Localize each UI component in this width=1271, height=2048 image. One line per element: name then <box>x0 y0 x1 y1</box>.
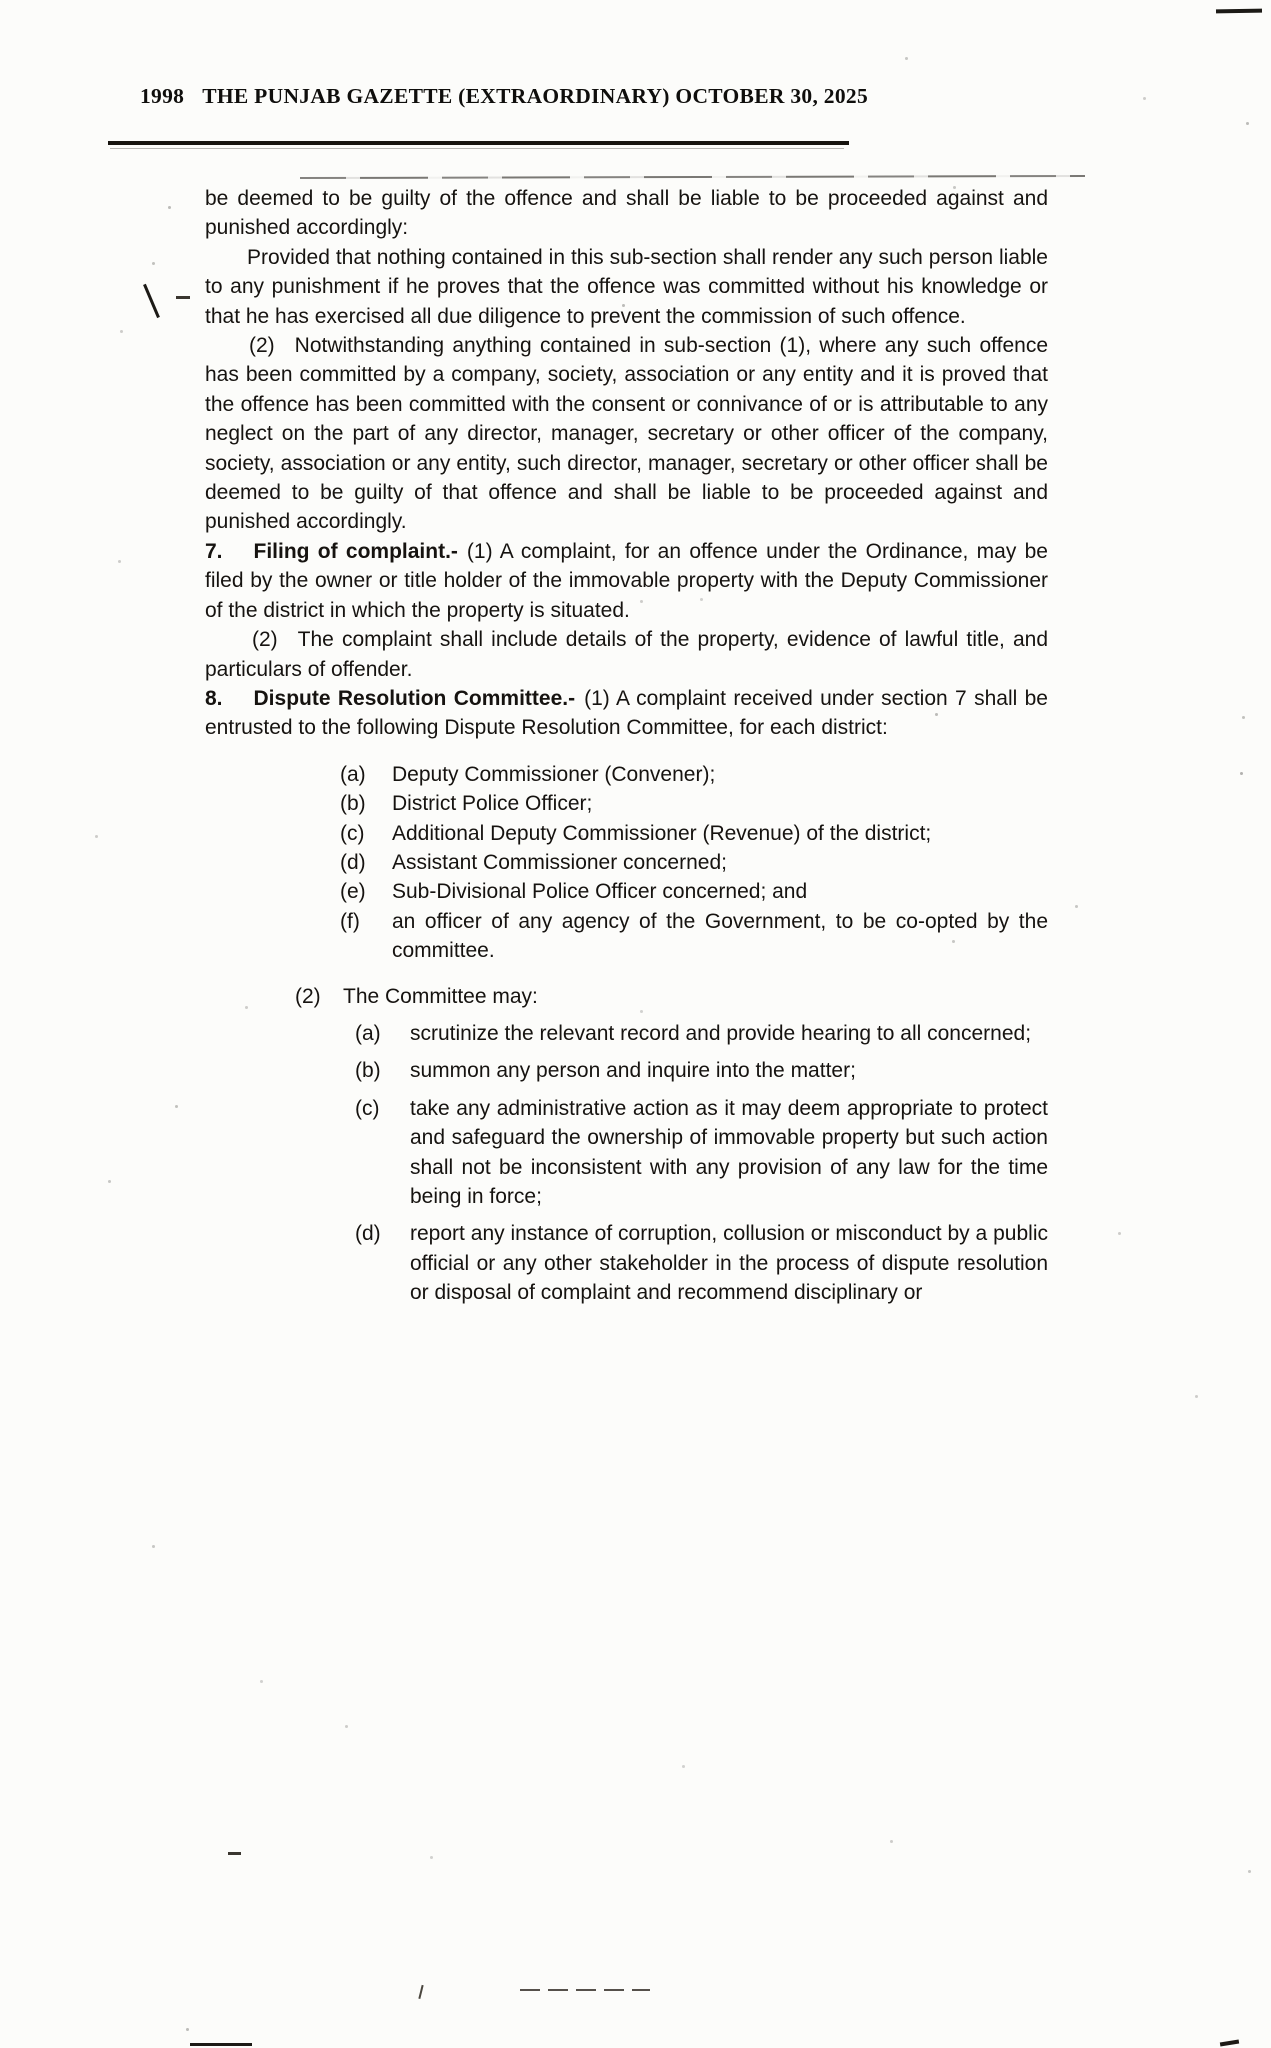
list-item-label: (f) <box>340 909 360 933</box>
header-rule <box>108 141 849 145</box>
list-item <box>205 877 1048 906</box>
list-item-text: Sub-Divisional Police Officer concerned; and <box>392 880 808 904</box>
section-number: 8. <box>205 686 223 710</box>
list-item-label: (b) <box>355 1059 381 1083</box>
pen-mark-dash <box>176 296 190 299</box>
scan-mark-bottom-left <box>190 2043 252 2046</box>
clause-7-2: (2) The complaint shall include details of the property, evidence of lawful title, and particulars of offender. <box>205 628 1048 681</box>
section-number: 7. <box>205 539 223 563</box>
faint-separator-line <box>300 175 1085 179</box>
clause-label: (2) <box>249 334 275 358</box>
clause-6-2: (2) Notwithstanding anything contained in sub-section (1), where any such offence has been committed by a company, society, association or any entity and it is proved that the offence has been committed with the consent or connivance of or is attributable to any neglect on the part of any director, manager, secretary or other officer of the company, society, association or any entity, such director, manager, secretary or other officer shall be deemed to be guilty of that offence and shall be liable to be proceeded against and punished accordingly. <box>205 334 1048 534</box>
list-item-text: Additional Deputy Commissioner (Revenue) of the district; <box>392 821 932 845</box>
section-7: 7. Filing of complaint.- (1) A complaint, for an offence under the Ordinance, may be filed by the owner or title holder of the immovable property with the Deputy Commissioner of the district in which the property is situated. <box>205 539 1048 622</box>
paragraph-proviso: Provided that nothing contained in this sub-section shall render any such person liable to any punishment if he proves that the offence was committed without his knowledge or that he has exercised all due diligence to prevent the commission of such offence. <box>205 245 1048 328</box>
committee-powers-list <box>205 1019 1048 1308</box>
list-item <box>205 760 1048 789</box>
list-item-text: scrutinize the relevant record and provide hearing to all concerned; <box>410 1021 1032 1045</box>
paragraph-continuation: be deemed to be guilty of the offence and shall be liable to be proceeded against and punished accordingly: <box>205 187 1048 240</box>
pen-mark-backslash <box>143 284 159 318</box>
list-item-label: (a) <box>340 762 366 786</box>
list-item-text: an officer of any agency of the Government, to be co-opted by the committee. <box>392 909 1048 963</box>
scan-mark-bottom-right <box>1220 2040 1239 2047</box>
page-header <box>140 84 868 109</box>
list-item-text: Assistant Commissioner concerned; <box>392 850 727 874</box>
list-item-label: (c) <box>355 1096 380 1120</box>
list-item-text: report any instance of corruption, collusion or misconduct by a public official or any other stakeholder in the process of dispute resolution or disposal of complaint and recommend disciplinary or <box>410 1222 1048 1305</box>
list-item <box>205 907 1048 966</box>
scan-mark-top-right <box>1216 9 1262 13</box>
body-text-column <box>205 184 1048 1308</box>
list-item-label: (a) <box>355 1021 381 1045</box>
list-item-label: (e) <box>340 880 366 904</box>
page-number: 1998 <box>140 84 185 108</box>
section-8: 8. Dispute Resolution Committee.- (1) A complaint received under section 7 shall be entrusted to the following Dispute Resolution Committee, for each district: <box>205 686 1048 740</box>
list-item <box>205 1219 1048 1307</box>
list-item <box>205 1019 1048 1048</box>
section-heading: Dispute Resolution Committee.- <box>253 686 576 710</box>
scan-mark-dashed-line <box>520 1989 650 1991</box>
list-item-text: take any administrative action as it may deem appropriate to protect and safeguard the ownership of immovable property but such action shall not be inconsistent with any provision of any law for the time being in force; <box>410 1096 1048 1208</box>
clause-8-2 <box>205 982 1048 1011</box>
gazette-title: THE PUNJAB GAZETTE (EXTRAORDINARY) OCTOBER 30, 2025 <box>202 84 868 108</box>
list-item-text: summon any person and inquire into the matter; <box>410 1059 856 1083</box>
list-item-label: (c) <box>340 821 365 845</box>
scan-mark-dash <box>228 1852 241 1855</box>
list-item-text: District Police Officer; <box>392 792 593 816</box>
clause-label: (2) <box>295 984 321 1008</box>
scan-mark-slash <box>418 1985 424 1999</box>
list-item <box>205 789 1048 818</box>
clause-label: (2) <box>252 628 278 652</box>
clause-text: The Committee may: <box>343 984 538 1008</box>
list-item-text: Deputy Commissioner (Convener); <box>392 762 716 786</box>
list-item <box>205 1056 1048 1085</box>
list-item-label: (b) <box>340 792 366 816</box>
section-heading: Filing of complaint.- <box>253 539 458 563</box>
list-item <box>205 848 1048 877</box>
list-item-label: (d) <box>340 850 366 874</box>
list-item <box>205 1094 1048 1212</box>
committee-members-list <box>205 760 1048 966</box>
scan-noise-speckles <box>0 0 3 3</box>
list-item <box>205 819 1048 848</box>
list-item-label: (d) <box>355 1222 381 1246</box>
